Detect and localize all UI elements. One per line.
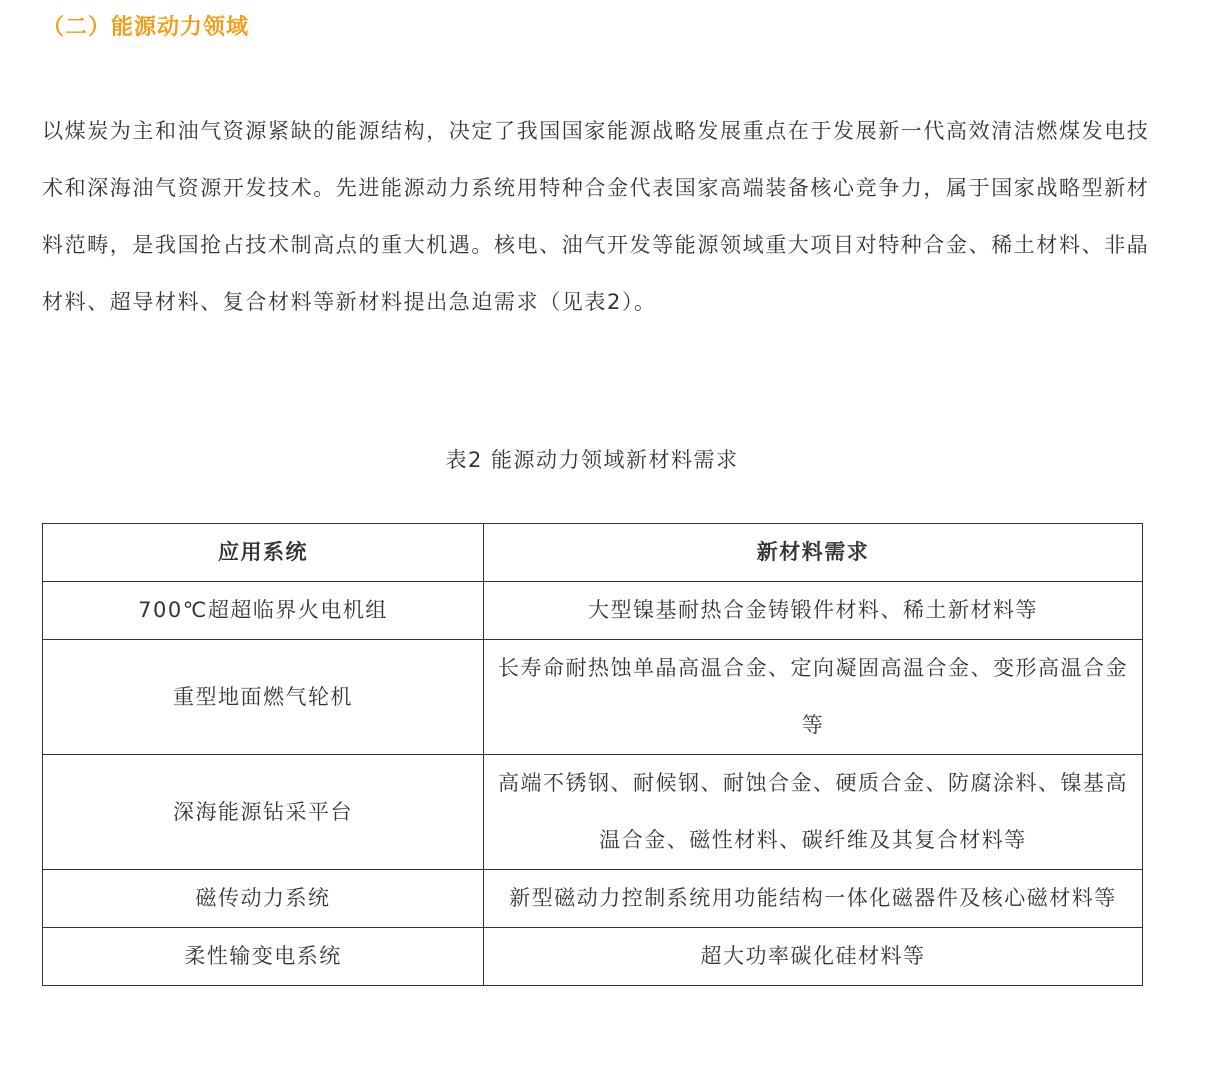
table-row (43, 582, 1143, 640)
materials-needs-table (42, 523, 1143, 986)
table-container (42, 523, 1142, 986)
table-header-row (43, 524, 1143, 582)
header-material-needs: 新材料需求 (484, 524, 1143, 582)
row-needs-cell: 新型磁动力控制系统用功能结构一体化磁器件及核心磁材料等 (484, 870, 1143, 928)
table-row (43, 928, 1143, 986)
body-paragraph: 以煤炭为主和油气资源紧缺的能源结构，决定了我国国家能源战略发展重点在于发展新一代高效清洁燃煤发电技术和深海油气资源开发技术。先进能源动力系统用特种合金代表国家高端装备核心竞争力，属于国家战略型新材料范畴，是我国抢占技术制高点的重大机遇。核电、油气开发等能源领域重大项目对特种合金、稀土材料、非晶材料、超导材料、复合材料等新材料提出急迫需求（见表2）。 (42, 119, 1150, 314)
row-needs-cell: 大型镍基耐热合金铸锻件材料、稀土新材料等 (484, 582, 1143, 640)
row-system-cell: 重型地面燃气轮机 (43, 640, 484, 755)
row-needs-cell: 超大功率碳化硅材料等 (484, 928, 1143, 986)
table-row (43, 870, 1143, 928)
row-system-cell: 磁传动力系统 (43, 870, 484, 928)
section-heading: （二）能源动力领域 (42, 15, 250, 40)
row-needs-cell: 高端不锈钢、耐候钢、耐蚀合金、硬质合金、防腐涂料、镍基高温合金、磁性材料、碳纤维及其复合材料等 (484, 755, 1143, 870)
row-system-cell: 700℃超超临界火电机组 (43, 582, 484, 640)
row-system-cell: 柔性输变电系统 (43, 928, 484, 986)
table-row (43, 640, 1143, 755)
table-caption: 表2 能源动力领域新材料需求 (445, 448, 739, 472)
table-row (43, 755, 1143, 870)
row-needs-cell: 长寿命耐热蚀单晶高温合金、定向凝固高温合金、变形高温合金等 (484, 640, 1143, 755)
row-system-cell: 深海能源钻采平台 (43, 755, 484, 870)
header-application-system: 应用系统 (43, 524, 484, 582)
